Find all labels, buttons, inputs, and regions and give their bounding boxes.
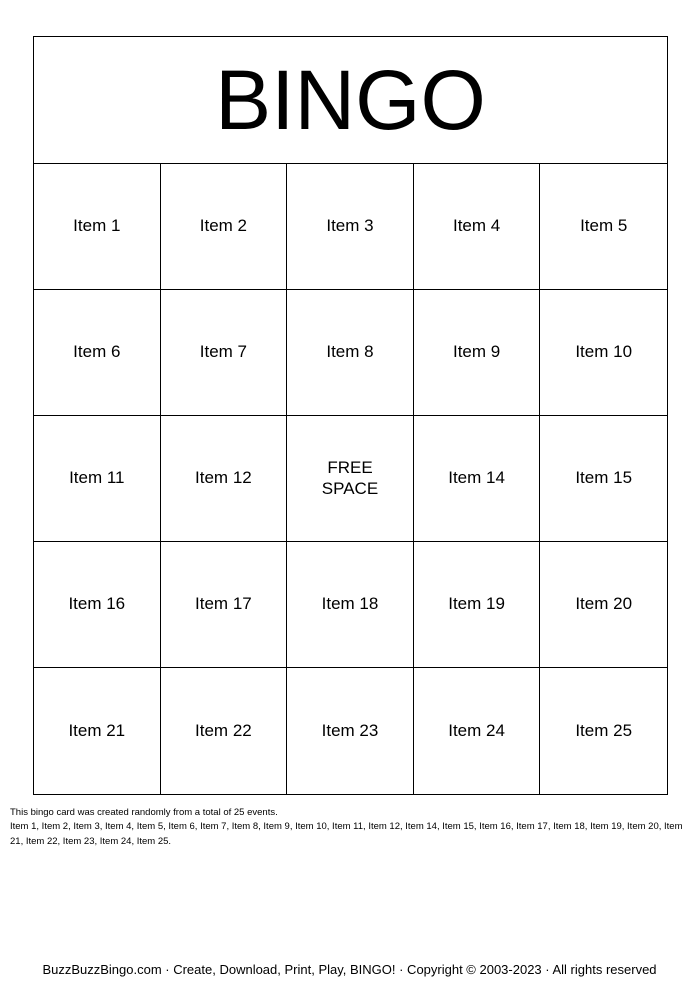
bingo-cell: Item 21 (34, 668, 161, 794)
bingo-cell: Item 16 (34, 542, 161, 668)
bingo-cell: Item 18 (287, 542, 414, 668)
bingo-cell: Item 12 (161, 416, 288, 542)
description-events: Item 1, Item 2, Item 3, Item 4, Item 5, Item 6, Item 7, Item 8, Item 9, Item 10, Item 11, Item 12, Item 14, Item 15, Item 16, Item 17, Item 18, Item 19, Item 20, Item 21, Item 22, Item 23, Item 24, Item 25. (10, 821, 683, 847)
bingo-cell: Item 4 (414, 164, 541, 290)
bingo-cell: Item 3 (287, 164, 414, 290)
card-description (10, 806, 690, 849)
bingo-cell: Item 9 (414, 290, 541, 416)
bingo-cell: Item 8 (287, 290, 414, 416)
bingo-cell: Item 11 (34, 416, 161, 542)
bingo-cell: Item 7 (161, 290, 288, 416)
bingo-cell: Item 17 (161, 542, 288, 668)
copyright-footer: BuzzBuzzBingo.com · Create, Download, Print, Play, BINGO! · Copyright © 2003-2023 · All rights reserved (42, 962, 657, 977)
bingo-cell: Item 24 (414, 668, 541, 794)
description-intro: This bingo card was created randomly from a total of 25 events. (10, 807, 278, 818)
bingo-cell: Item 22 (161, 668, 288, 794)
bingo-cell: Item 25 (575, 720, 633, 740)
bingo-cell: Item 10 (540, 290, 667, 416)
bingo-cell: Item 1 (34, 164, 161, 290)
bingo-card (33, 36, 668, 795)
bingo-cell: Item 15 (540, 416, 667, 542)
card-title: BINGO (34, 37, 667, 164)
free-space-cell: FREE SPACE (287, 416, 414, 542)
bingo-cell: Item 5 (540, 164, 667, 290)
bingo-cell: Item 23 (287, 668, 414, 794)
bingo-cell: Item 6 (34, 290, 161, 416)
bingo-cell: Item 19 (414, 542, 541, 668)
bingo-cell: Item 2 (161, 164, 288, 290)
bingo-cell: Item 14 (414, 416, 541, 542)
bingo-grid (34, 164, 667, 794)
bingo-cell: Item 20 (540, 542, 667, 668)
